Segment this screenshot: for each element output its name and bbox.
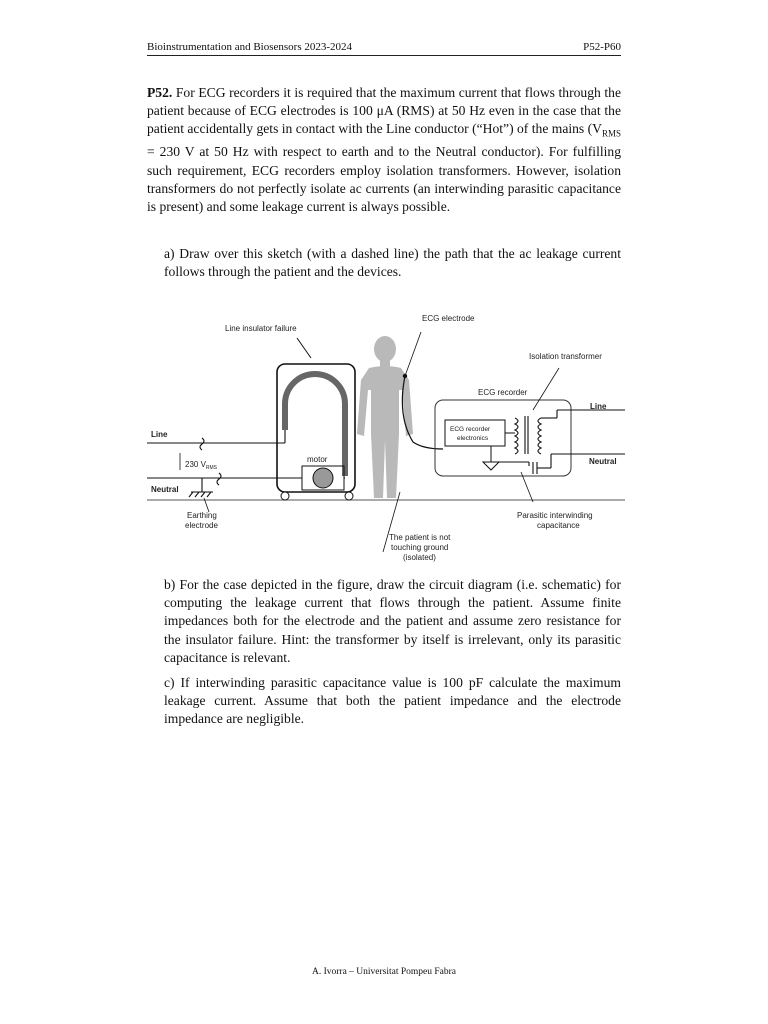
problem-number: P52. xyxy=(147,85,173,100)
page-footer: A. Ivorra – Universitat Pompeu Fabra xyxy=(311,967,457,977)
label-line-right: Line xyxy=(590,402,607,411)
label-isolation-transformer: Isolation transformer xyxy=(529,352,602,361)
part-b: b) For the case depicted in the figure, draw the circuit diagram (i.e. schematic) for computing the leakage current that flows through the patient. Assume finite impedances both for the electrode and the patient and assume zero resistance for the insulator failure. Hint: the transformer by itself is irrelevant, only its parasitic capacitance is relevant. xyxy=(164,577,621,665)
label-earthing-line1: Earthing xyxy=(187,511,217,520)
label-neutral-left: Neutral xyxy=(151,485,179,494)
page-header xyxy=(147,41,621,56)
label-insulator-failure: Line insulator failure xyxy=(225,324,297,333)
ecg-leakage-figure xyxy=(147,306,625,568)
micro-symbol: μ xyxy=(376,103,384,119)
label-voltage: 230 $V_{RMS}$ xyxy=(185,460,218,471)
label-parasitic-line1: Parasitic interwinding xyxy=(517,511,593,520)
header-course-title: Bioinstrumentation and Biosensors 2023-2024 xyxy=(147,41,353,53)
label-patient-line1: The patient is not xyxy=(389,533,451,542)
part-c: c) If interwinding parasitic capacitance value is 100 pF calculate the maximum leakage current. Assume that both the patient impedance and the electrode impedance are negligible. xyxy=(164,675,621,727)
label-patient-line3: (isolated) xyxy=(403,553,436,562)
label-electronics-line1: ECG recorder xyxy=(450,426,491,433)
problem-text-2: A (RMS) at 50 Hz even in the case that the patient accidentally gets in contact with the Line conductor (“Hot”) of the mains (V xyxy=(147,103,621,137)
part-a: a) Draw over this sketch (with a dashed line) the path that the ac leakage current follows through the patient and the devices. xyxy=(164,246,621,280)
label-neutral-right: Neutral xyxy=(589,457,617,466)
label-electronics-line2: electronics xyxy=(457,435,489,442)
label-earthing-line2: electrode xyxy=(185,521,218,530)
rms-subscript: RMS xyxy=(601,129,621,140)
label-patient-line2: touching ground xyxy=(391,543,449,552)
label-line-left: Line xyxy=(151,430,168,439)
header-problem-range: P52-P60 xyxy=(583,41,621,53)
label-ecg-electrode: ECG electrode xyxy=(422,314,475,323)
problem-text-1: For ECG recorders it is required that the maximum current that flows through the patient because of ECG electrodes is 100 xyxy=(147,85,621,119)
label-motor: motor xyxy=(307,455,328,464)
problem-text-3: = 230 V at 50 Hz with respect to earth and to the Neutral conductor). For fulfilling such requirement, ECG recorders employ isolation transformers. However, isolation transformers do not perfectly isolate ac currents (an interwinding parasitic capacitance is present) and some leakage current is always possible. xyxy=(147,144,621,214)
problem-statement xyxy=(147,84,621,216)
label-parasitic-line2: capacitance xyxy=(537,521,580,530)
label-ecg-recorder: ECG recorder xyxy=(478,388,528,397)
